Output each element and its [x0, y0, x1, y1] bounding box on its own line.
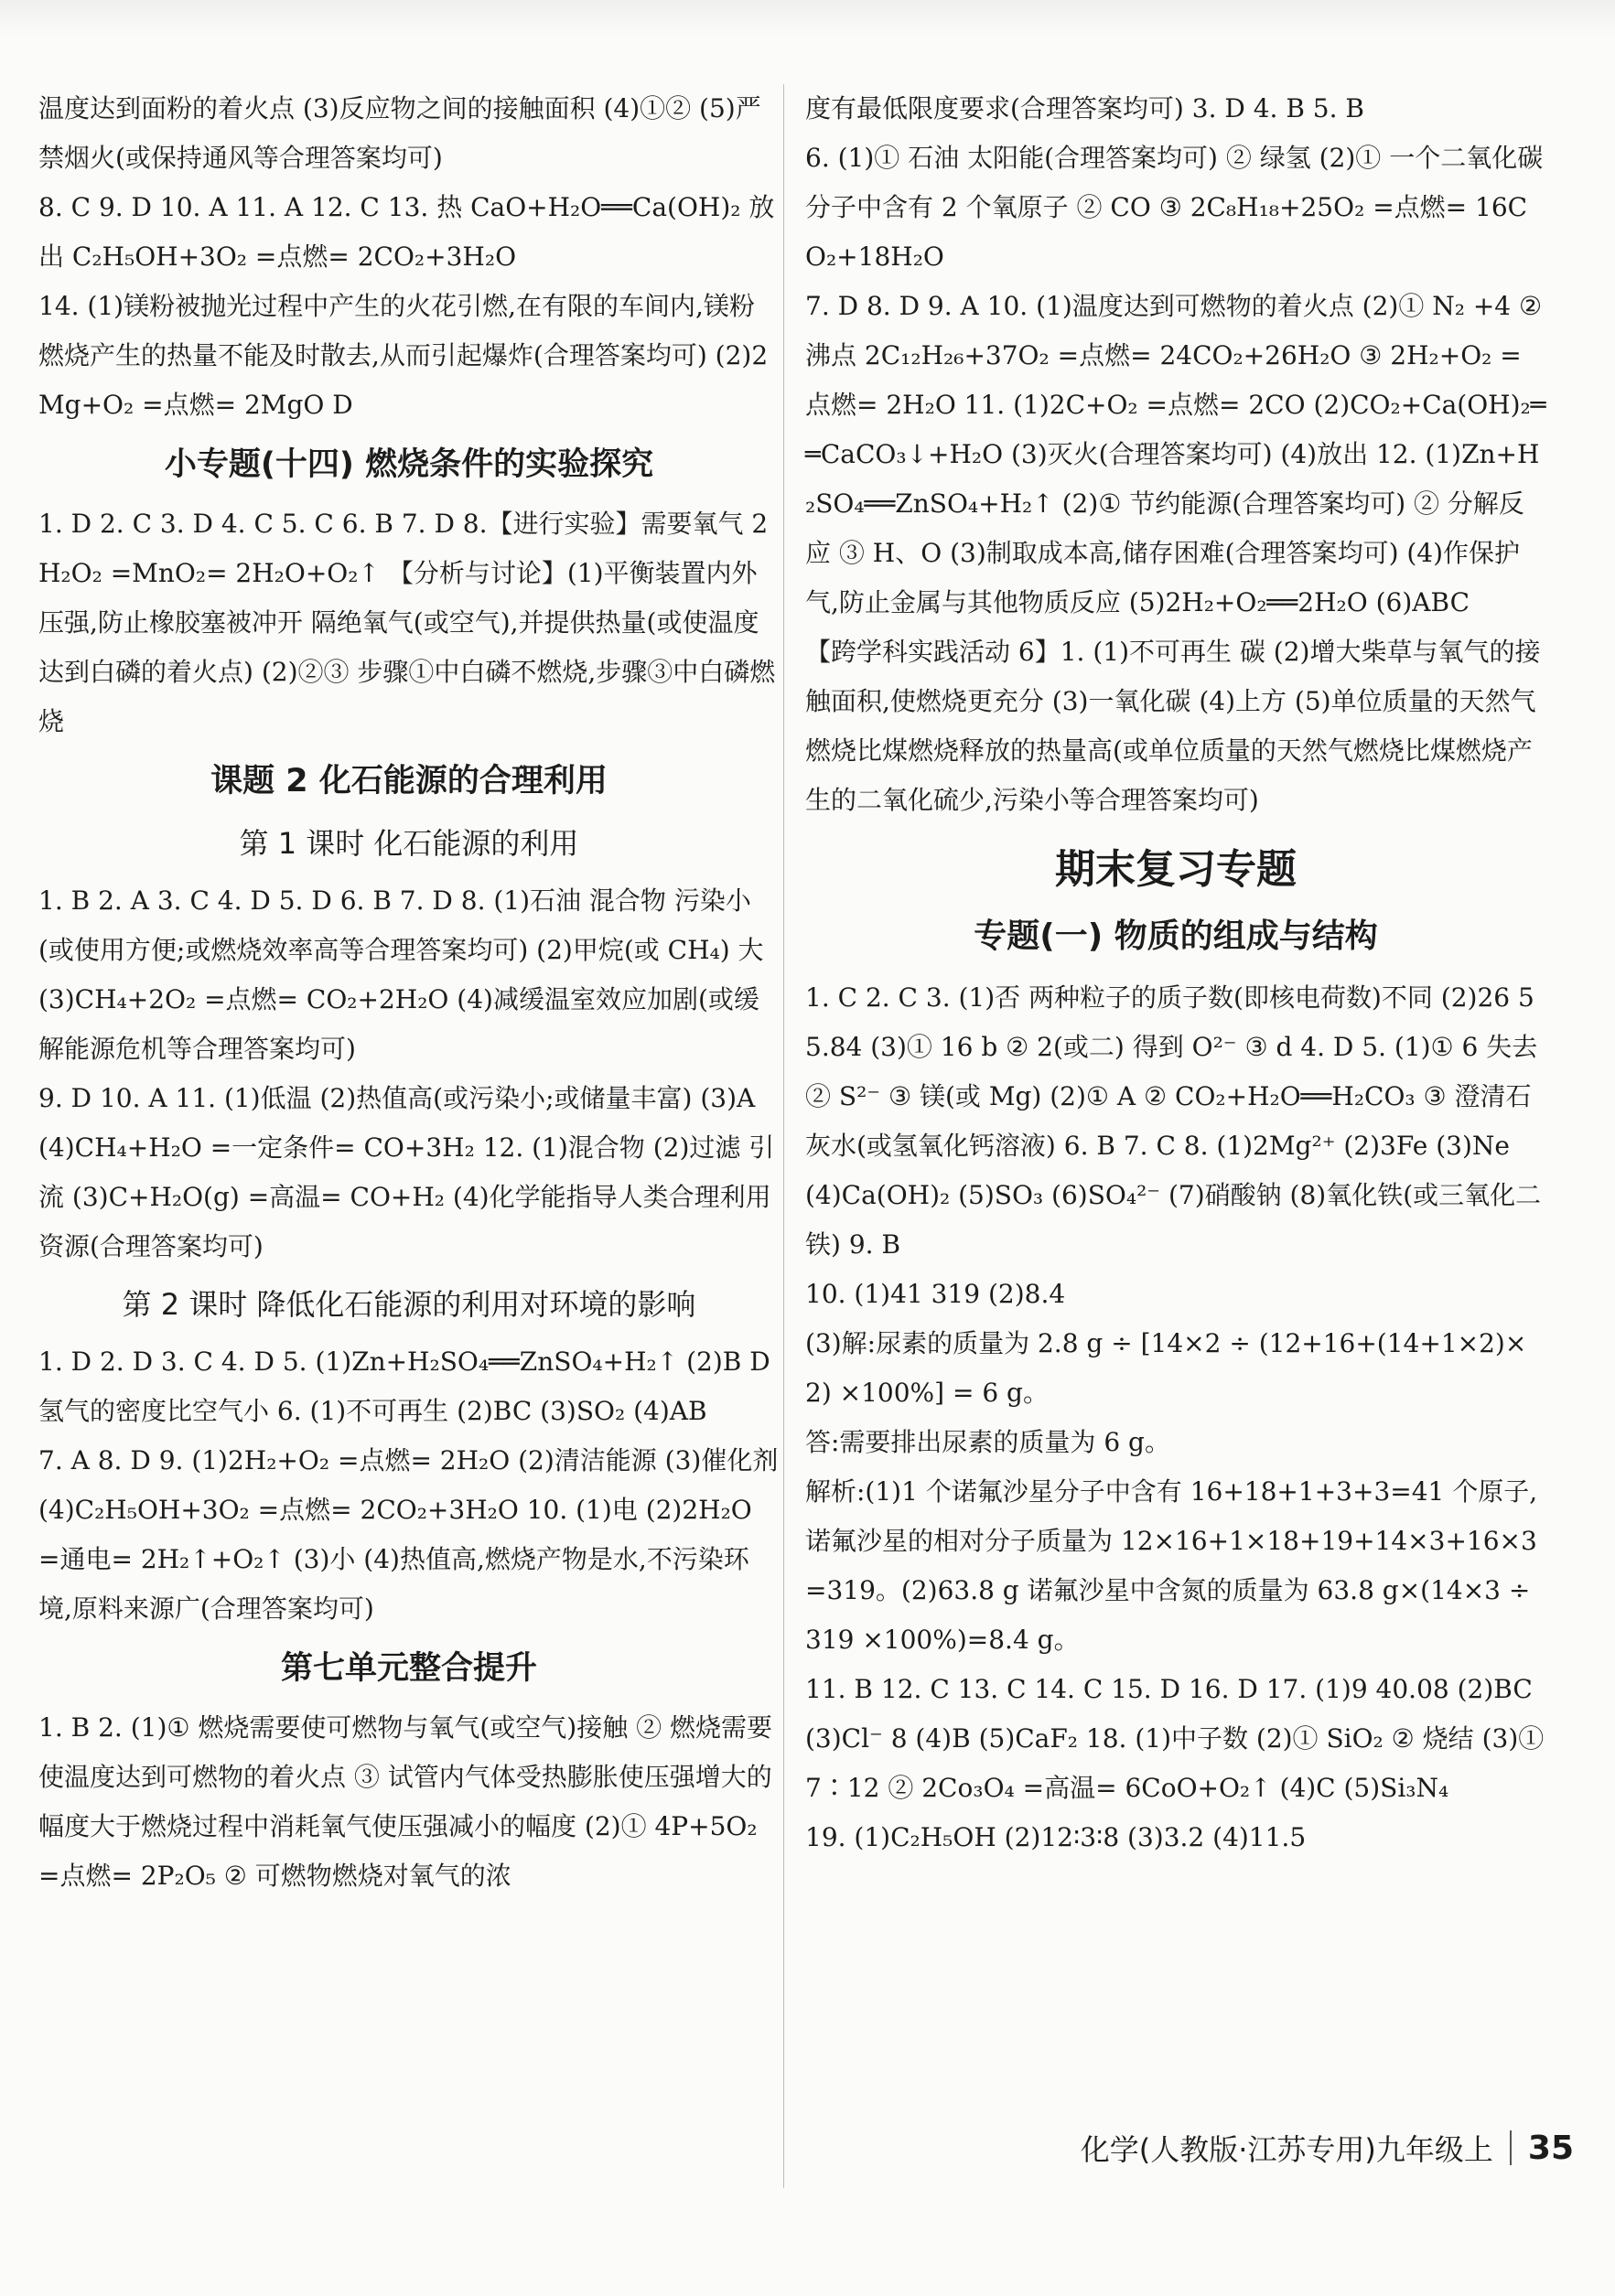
left-column: [38, 84, 780, 1901]
lesson-heading: 第 2 课时 降低化石能源的利用对环境的影响: [122, 1287, 696, 1322]
answer-paragraph: 19. (1)C₂H₅OH (2)12∶3∶8 (3)3.2 (4)11.5: [805, 1822, 1307, 1852]
answer-paragraph: 10. (1)41 319 (2)8.4: [805, 1279, 1066, 1309]
answer-paragraph: 9. D 10. A 11. (1)低温 (2)热值高(或污染小;或储量丰富) (3)A (4)CH₄+H₂O =一定条件= CO+3H₂ 12. (1)混合物 (2)过滤 引流 (3)C+H₂O(g) =高温= CO+H₂ (4)化学能指导人类合理利用资源(合理答案均可): [38, 1083, 775, 1261]
answer-paragraph: 1. D 2. D 3. C 4. D 5. (1)Zn+H₂SO₄══ZnSO₄+H₂↑ (2)B D 氢气的密度比空气小 6. (1)不可再生 (2)BC (3)SO₂ (4)AB: [38, 1346, 770, 1426]
answer-paragraph: 7. D 8. D 9. A 10. (1)温度达到可燃物的着火点 (2)① N₂ +4 ② 沸点 2C₁₂H₂₆+37O₂ =点燃= 24CO₂+26H₂O ③ 2H₂+O₂ =点燃= 2H₂O 11. (1)2C+O₂ =点燃= 2CO (2)CO₂+Ca(OH)₂══CaCO₃↓+H₂O (3)灭火(合理答案均可) (4)放出 12. (1)Zn+H₂SO₄══ZnSO₄+H₂↑ (2)① 节约能源(合理答案均可) ② 分解反应 ③ H、O (3)制取成本高,储存困难(合理答案均可) (4)作保护气,防止金属与其他物质反应 (5)2H₂+O₂══2H₂O (6)ABC: [805, 291, 1546, 617]
answer-paragraph: 温度达到面粉的着火点 (3)反应物之间的接触面积 (4)①② (5)严禁烟火(或保持通风等合理答案均可): [38, 93, 761, 173]
answer-paragraph: 6. (1)① 石油 太阳能(合理答案均可) ② 绿氢 (2)① 一个二氧化碳分子中含有 2 个氧原子 ② CO ③ 2C₈H₁₈+25O₂ =点燃= 16CO₂+18H₂O: [805, 143, 1544, 272]
answer-paragraph: (3)解:尿素的质量为 2.8 g ÷ [14×2 ÷ (12+16+(14+1×2)×2) ×100%] = 6 g。: [805, 1328, 1527, 1408]
analysis-paragraph: 解析:(1)1 个诺氟沙星分子中含有 16+18+1+3+3=41 个原子,诺氟沙星的相对分子质量为 12×16+1×18+19+14×3+16×3=319。(2)63.8 g 诺氟沙星中含氮的质量为 63.8 g×(14×3 ÷ 319 ×100%)=8.4 g。: [805, 1476, 1538, 1655]
answer-paragraph: 1. B 2. (1)① 燃烧需要使可燃物与氧气(或空气)接触 ② 燃烧需要使温度达到可燃物的着火点 ③ 试管内气体受热膨胀使压强增大的幅度大于燃烧过程中消耗氧气使压强减小的幅度 (2)① 4P+5O₂ =点燃= 2P₂O₅ ② 可燃物燃烧对氧气的浓: [38, 1712, 773, 1891]
answer-paragraph: 【跨学科实践活动 6】1. (1)不可再生 碳 (2)增大柴草与氧气的接触面积,使燃烧更充分 (3)一氧化碳 (4)上方 (5)单位质量的天然气燃烧比煤燃烧释放的热量高(或单位质量的天然气燃烧比煤燃烧产生的二氧化硫少,污染小等合理答案均可): [805, 637, 1541, 815]
page-number: 35: [1527, 2129, 1574, 2167]
scan-top-shade: [0, 0, 1615, 37]
section-heading: 小专题(十四) 燃烧条件的实验探究: [164, 446, 654, 483]
right-column: [805, 84, 1546, 1862]
answer-paragraph: 11. B 12. C 13. C 14. C 15. D 16. D 17. (1)9 40.08 (2)BC (3)Cl⁻ 8 (4)B (5)CaF₂ 18. (1)中子数 (2)① SiO₂ ② 烧结 (3)① 7∶12 ② 2Co₃O₄ =高温= 6CoO+O₂↑ (4)C (5)Si₃N₄: [805, 1674, 1545, 1803]
answer-paragraph: 1. C 2. C 3. (1)否 两种粒子的质子数(即核电荷数)不同 (2)26 55.84 (3)① 16 b ② 2(或二) 得到 O²⁻ ③ d 4. D 5. (1)① 6 失去 ② S²⁻ ③ 镁(或 Mg) (2)① A ② CO₂+H₂O══H₂CO₃ ③ 澄清石灰水(或氢氧化钙溶液) 6. B 7. C 8. (1)2Mg²⁺ (2)3Fe (3)Ne (4)Ca(OH)₂ (5)SO₃ (6)SO₄²⁻ (7)硝酸钠 (8)氧化铁(或三氧化二铁) 9. B: [805, 982, 1542, 1260]
lesson-heading: 第 1 课时 化石能源的利用: [239, 826, 579, 861]
page-footer: [915, 2120, 1574, 2175]
section-heading: 专题(一) 物质的组成与结构: [974, 917, 1378, 955]
answer-paragraph: 7. A 8. D 9. (1)2H₂+O₂ =点燃= 2H₂O (2)清洁能源 (3)催化剂 (4)C₂H₅OH+3O₂ =点燃= 2CO₂+3H₂O 10. (1)电 (2)2H₂O =通电= 2H₂↑+O₂↑ (3)小 (4)热值高,燃烧产物是水,不污染环境,原料来源广(合理答案均可): [38, 1445, 779, 1624]
footer-separator: [1510, 2130, 1512, 2165]
column-divider: [783, 84, 784, 2188]
answer-paragraph: 答:需要排出尿素的质量为 6 g。: [805, 1427, 1170, 1457]
chapter-heading: 期末复习专题: [1055, 846, 1297, 893]
section-heading: 第七单元整合提升: [280, 1650, 537, 1687]
answer-paragraph: 8. C 9. D 10. A 11. A 12. C 13. 热 CaO+H₂O══Ca(OH)₂ 放出 C₂H₅OH+3O₂ =点燃= 2CO₂+3H₂O: [38, 192, 775, 272]
answer-paragraph: 1. B 2. A 3. C 4. D 5. D 6. B 7. D 8. (1)石油 混合物 污染小(或使用方便;或燃烧效率高等合理答案均可) (2)甲烷(或 CH₄) 大 (3)CH₄+2O₂ =点燃= CO₂+2H₂O (4)减缓温室效应加剧(或缓解能源危机等合理答案均可): [38, 885, 764, 1064]
answer-paragraph: 度有最低限度要求(合理答案均可) 3. D 4. B 5. B: [805, 93, 1364, 123]
answer-paragraph: 14. (1)镁粉被抛光过程中产生的火花引燃,在有限的车间内,镁粉燃烧产生的热量不能及时散去,从而引起爆炸(合理答案均可) (2)2Mg+O₂ =点燃= 2MgO D: [38, 291, 769, 420]
section-heading: 课题 2 化石能源的合理利用: [210, 763, 608, 799]
answer-paragraph: 1. D 2. C 3. D 4. C 5. C 6. B 7. D 8.【进行实验】需要氧气 2H₂O₂ =MnO₂= 2H₂O+O₂↑ 【分析与讨论】(1)平衡装置内外压强,防止橡胶塞被冲开 隔绝氧气(或空气),并提供热量(或使温度达到白磷的着火点) (2)②③ 步骤①中白磷不燃烧,步骤③中白磷燃烧: [38, 509, 776, 736]
book-title: 化学(人教版·江苏专用)九年级上: [1080, 2132, 1493, 2167]
